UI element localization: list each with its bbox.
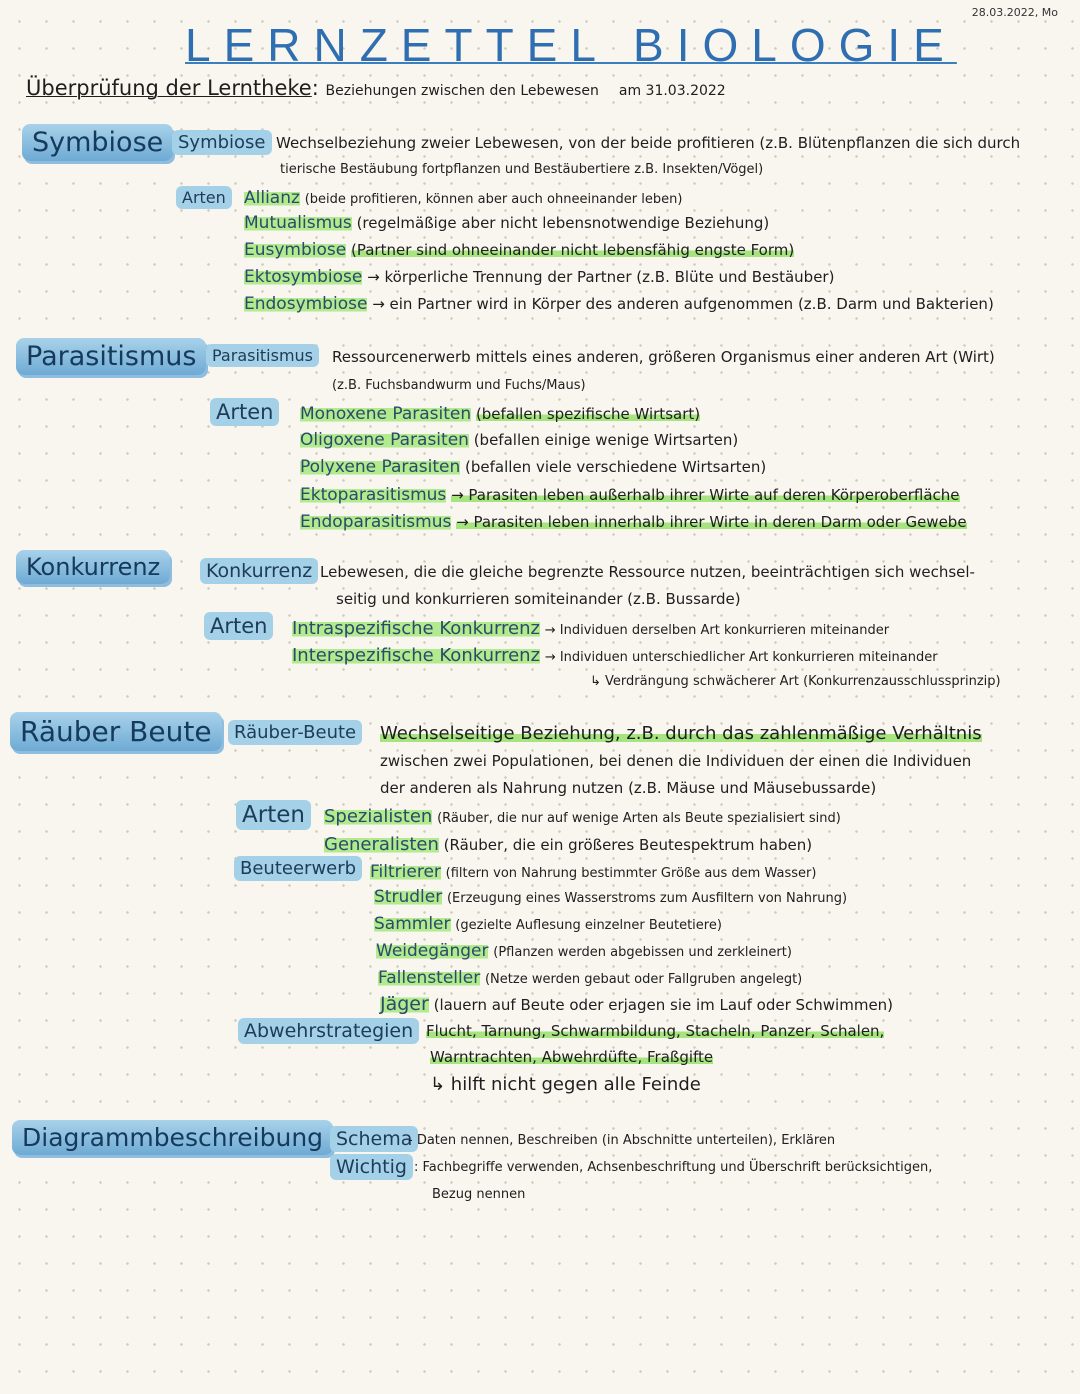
subtitle: Überprüfung der Lerntheke: Beziehungen zwischen den Lebewesen am 31.03.2022 (26, 76, 726, 100)
raeuber-beute-name: Weidegänger (376, 941, 489, 961)
diagramm-schema-text: - Daten nennen, Beschreiben (in Abschnitte unterteilen), Erklären (408, 1133, 836, 1148)
parasitismus-art-name: Oligoxene Parasiten (300, 430, 469, 450)
parasitismus-art-name: Polyxene Parasiten (300, 457, 461, 477)
raeuber-art-name: Spezialisten (324, 806, 433, 827)
subtitle-date: am 31.03.2022 (618, 83, 726, 99)
parasitismus-def-2: (z.B. Fuchsbandwurm und Fuchs/Maus) (332, 378, 586, 393)
raeuber-beute-desc: (gezielte Auflesung einzelner Beutetiere) (455, 918, 722, 933)
symbiose-art-row (244, 294, 994, 314)
parasitismus-art-desc: (befallen spezifische Wirtsart) (475, 405, 701, 423)
section-parasitismus: Parasitismus (16, 338, 206, 375)
subtitle-topic: Beziehungen zwischen den Lebewesen (325, 83, 599, 99)
symbiose-art-desc: → ein Partner wird in Körper des anderen aufgenommen (z.B. Darm und Bakterien) (372, 295, 994, 313)
parasitismus-art-desc: (befallen einige wenige Wirtsarten) (473, 431, 739, 449)
raeuber-def-2: zwischen zwei Populationen, bei denen die Individuen der einen die Individuen (380, 752, 972, 770)
raeuber-abwehr-2 (430, 1048, 713, 1066)
raeuber-beute-name: Jäger (380, 993, 429, 1015)
symbiose-art-desc: (Partner sind ohneeinander nicht lebensfähig engste Form) (351, 241, 795, 259)
parasitismus-art-row (300, 430, 738, 450)
raeuber-term: Räuber-Beute (228, 720, 362, 745)
raeuber-beute-desc: (Pflanzen werden abgebissen und zerkleinert) (493, 945, 792, 960)
raeuber-abwehr-2-text: Warntrachten, Abwehrdüfte, Fraßgifte (430, 1048, 714, 1066)
section-symbiose: Symbiose (22, 124, 173, 161)
raeuber-beute-name: Fallensteller (378, 968, 481, 988)
raeuber-art-row (324, 834, 812, 855)
raeuber-abwehr-label: Abwehrstrategien (238, 1018, 419, 1044)
parasitismus-art-name: Monoxene Parasiten (300, 404, 472, 424)
raeuber-art-desc: (Räuber, die ein größeres Beutespektrum haben) (443, 836, 813, 854)
symbiose-art-name: Eusymbiose (244, 240, 347, 260)
konkurrenz-art-row (292, 645, 938, 666)
parasitismus-art-name: Endoparasitismus (300, 512, 452, 532)
konkurrenz-art-desc: → Individuen unterschiedlicher Art konkurrieren miteinander (544, 650, 938, 665)
parasitismus-arten-label: Arten (210, 398, 279, 426)
konkurrenz-art-desc: → Individuen derselben Art konkurrieren miteinander (544, 623, 890, 638)
date: 28.03.2022, Mo (971, 6, 1058, 19)
raeuber-beute-row (374, 887, 847, 907)
raeuber-beute-row (380, 993, 893, 1015)
parasitismus-art-row (300, 457, 766, 477)
parasitismus-art-desc: (befallen viele verschiedene Wirtsarten) (465, 458, 767, 476)
parasitismus-art-desc: → Parasiten leben innerhalb ihrer Wirte in deren Darm oder Gewebe (456, 513, 967, 531)
konkurrenz-def-1: Lebewesen, die die gleiche begrenzte Ressource nutzen, beeinträchtigen sich wechsel- (320, 563, 975, 581)
symbiose-art-row (244, 240, 794, 260)
symbiose-term: Symbiose (172, 130, 272, 155)
section-diagrammbeschreibung: Diagrammbeschreibung (12, 1120, 333, 1155)
parasitismus-art-name: Ektoparasitismus (300, 485, 447, 505)
raeuber-beute-name: Filtrierer (370, 862, 441, 882)
raeuber-beute-row (374, 914, 722, 934)
symbiose-arten-label: Arten (176, 186, 232, 209)
raeuber-beute-name: Strudler (374, 887, 443, 907)
raeuber-art-desc: (Räuber, die nur auf wenige Arten als Beute spezialisiert sind) (437, 811, 841, 826)
diagramm-wichtig-label: Wichtig (330, 1154, 413, 1180)
diagramm-wichtig-2: Bezug nennen (432, 1187, 526, 1202)
raeuber-beute-name: Sammler (374, 914, 451, 934)
konkurrenz-art-name: Intraspezifische Konkurrenz (292, 618, 540, 639)
symbiose-def-2: tierische Bestäubung fortpflanzen und Bestäubertiere z.B. Insekten/Vögel) (280, 162, 764, 177)
raeuber-art-name: Generalisten (324, 834, 439, 855)
raeuber-def-3: der anderen als Nahrung nutzen (z.B. Mäuse und Mäusebussarde) (380, 779, 877, 797)
konkurrenz-arten-label: Arten (204, 612, 273, 640)
raeuber-art-row (324, 806, 841, 827)
symbiose-art-row (244, 213, 769, 233)
symbiose-def-1: Wechselbeziehung zweier Lebewesen, von der beide profitieren (z.B. Blütenpflanzen die sich durch (276, 134, 1021, 152)
symbiose-art-desc: (beide profitieren, können aber auch ohneeinander leben) (304, 192, 683, 207)
parasitismus-art-row (300, 512, 967, 532)
parasitismus-def-1: Ressourcenerwerb mittels eines anderen, größeren Organismus einer anderen Art (Wirt) (332, 348, 995, 366)
raeuber-beute-desc: (Netze werden gebaut oder Fallgruben angelegt) (484, 972, 803, 987)
page-title: LERNZETTEL BIOLOGIE (185, 19, 957, 71)
symbiose-art-row (244, 267, 834, 287)
raeuber-beute-label: Beuteerwerb (234, 856, 362, 881)
section-konkurrenz: Konkurrenz (16, 550, 170, 584)
raeuber-abwehr-3: ↳ hilft nicht gegen alle Feinde (430, 1074, 701, 1095)
konkurrenz-art-name: Interspezifische Konkurrenz (292, 645, 541, 666)
raeuber-def-1-text: Wechselseitige Beziehung, z.B. durch das zahlenmäßige Verhältnis (380, 723, 982, 744)
section-raeuber-beute: Räuber Beute (10, 712, 222, 751)
symbiose-art-name: Ektosymbiose (244, 267, 363, 287)
subtitle-main: Überprüfung der Lerntheke (26, 76, 312, 100)
raeuber-def-1 (380, 723, 982, 744)
symbiose-art-row (244, 188, 682, 208)
symbiose-art-desc: → körperliche Trennung der Partner (z.B. Blüte und Bestäuber) (367, 268, 835, 286)
raeuber-beute-row (370, 862, 816, 882)
symbiose-art-name: Endosymbiose (244, 294, 368, 314)
diagramm-wichtig-1: : Fachbegriffe verwenden, Achsenbeschriftung und Überschrift berücksichtigen, (414, 1160, 933, 1175)
raeuber-abwehr-1-text: Flucht, Tarnung, Schwarmbildung, Stacheln, Panzer, Schalen, (426, 1022, 885, 1040)
raeuber-abwehr-1 (426, 1022, 884, 1040)
parasitismus-art-row (300, 485, 960, 505)
diagramm-schema-label: Schema (330, 1126, 418, 1152)
parasitismus-term: Parasitismus (206, 344, 319, 367)
konkurrenz-def-2: seitig und konkurrieren somiteinander (z.B. Bussarde) (336, 590, 741, 608)
symbiose-art-name: Mutualismus (244, 213, 352, 233)
konkurrenz-art-row (292, 618, 889, 639)
symbiose-art-desc: (regelmäßige aber nicht lebensnotwendige Beziehung) (356, 214, 770, 232)
konkurrenz-note: ↳ Verdrängung schwächerer Art (Konkurrenzausschlussprinzip) (590, 674, 1001, 689)
raeuber-beute-row (376, 941, 792, 961)
raeuber-beute-desc: (lauern auf Beute oder erjagen sie im Lauf oder Schwimmen) (433, 996, 894, 1014)
raeuber-beute-desc: (filtern von Nahrung bestimmter Größe aus dem Wasser) (445, 866, 817, 881)
parasitismus-art-desc: → Parasiten leben außerhalb ihrer Wirte auf deren Körperoberfläche (451, 486, 960, 504)
raeuber-arten-label: Arten (236, 800, 311, 830)
raeuber-beute-desc: (Erzeugung eines Wasserstroms zum Ausfiltern von Nahrung) (446, 891, 848, 906)
symbiose-art-name: Allianz (244, 188, 300, 208)
konkurrenz-term: Konkurrenz (200, 558, 318, 584)
raeuber-beute-row (378, 968, 802, 988)
parasitismus-art-row (300, 404, 700, 424)
